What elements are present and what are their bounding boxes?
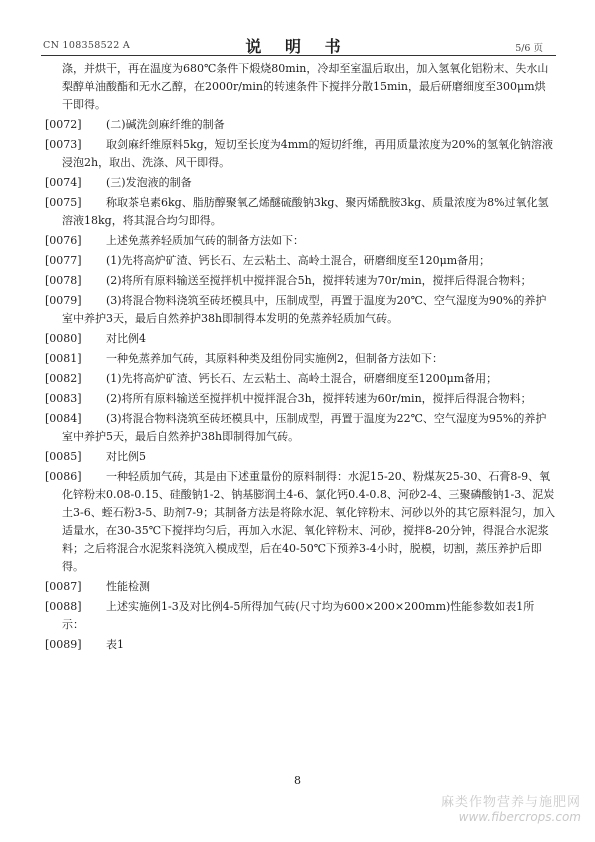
paragraph-text: 一种免蒸养加气砖，其原料种类及组份同实施例2，但制备方法如下： (106, 352, 443, 365)
paragraph-number: [0077] (45, 254, 82, 267)
page-number: 8 (294, 774, 301, 787)
paragraph (45, 194, 556, 230)
paragraph-text: 对比例5 (106, 450, 146, 463)
document-title: 说 明 书 (245, 37, 350, 56)
paragraph-number: [0074] (45, 176, 82, 189)
paragraph-number: [0075] (45, 196, 82, 209)
document-body (45, 60, 556, 656)
paragraph (45, 370, 556, 388)
paragraph (45, 252, 556, 270)
paragraph-number: [0078] (45, 274, 82, 287)
paragraph-number: [0076] (45, 234, 82, 247)
paragraph (45, 598, 556, 634)
paragraph (45, 410, 556, 446)
watermark (441, 791, 581, 824)
paragraph-text: (三)发泡液的制备 (106, 176, 192, 189)
continuation-paragraph: 涤，并烘干，再在温度为680℃条件下煅烧80min，冷却至室温后取出，加入氢氧化铝粉末、失水山梨醇单油酸酯和无水乙醇，在2000r/min的转速条件下搅拌分散15min，最后研磨细度至300μm烘干即得。 (62, 62, 549, 111)
paragraph-number: [0079] (45, 294, 82, 307)
paragraph-text: (1)先将高炉矿渣、钙长石、左云粘土、高岭土混合，研磨细度至1200μm备用； (106, 372, 498, 385)
watermark-title: 麻类作物营养与施肥网 (440, 795, 581, 810)
paragraph-number: [0081] (45, 352, 82, 365)
paragraph-text: (2)将所有原料输送至搅拌机中搅拌混合3h，搅拌转速为60r/min，搅拌后得混合物料； (106, 392, 532, 405)
paragraph (45, 468, 556, 576)
paragraph-number: [0087] (45, 580, 82, 593)
watermark-url: www.fibercrops.com (458, 810, 581, 824)
header-rule (41, 55, 556, 56)
paragraph (45, 174, 556, 192)
paragraph (45, 636, 556, 654)
paragraph (45, 350, 556, 368)
paragraph-text: 一种轻质加气砖，其是由下述重量份的原料制得：水泥15-20、粉煤灰25-30、石膏8-9、氧化锌粉末0.08-0.15、硅酸钠1-2、钠基膨润土4-6、氯化钙0.4-0.8、河砂2-4、三聚磷酸钠1-3、泥炭土3-6、蛭石粉3-5、助剂7-9；其制备方法是将除水泥、氧化锌粉末、河砂以外的其它原料混匀，加入适量水，在30-35℃下搅拌均匀后，再加入水泥、氧化锌粉末、河砂，搅拌8-20分钟，得混合水泥浆料；之后将混合水泥浆料浇筑入模成型，后在40-50℃下预养3-4小时，脱模，切割，蒸压养护后即得。 (62, 470, 556, 573)
paragraph-number: [0086] (45, 470, 82, 483)
page-indicator: 5/6 页 (515, 43, 543, 54)
document-id: CN 108358522 A (43, 40, 131, 51)
paragraph-number: [0072] (45, 118, 82, 131)
paragraph-text: 称取茶皂素6kg、脂肪醇聚氧乙烯醚硫酸钠3kg、聚丙烯酰胺3kg、质量浓度为8%过氧化氢溶液18kg，将其混合均匀即得。 (62, 196, 549, 227)
paragraph-number: [0080] (45, 332, 82, 345)
paragraph-number: [0085] (45, 450, 82, 463)
page-header (0, 0, 595, 58)
paragraph-text: 性能检测 (106, 580, 150, 593)
paragraph (45, 272, 556, 290)
paragraph (45, 390, 556, 408)
paragraph (45, 136, 556, 172)
paragraph-text: (2)将所有原料输送至搅拌机中搅拌混合5h，搅拌转速为70r/min，搅拌后得混合物料； (106, 274, 532, 287)
paragraph-number: [0088] (45, 600, 82, 613)
paragraph (45, 330, 556, 348)
paragraph (45, 116, 556, 134)
paragraph-text: (3)将混合物料浇筑至砖坯模具中，压制成型，再置于温度为22℃、空气湿度为95%的养护室中养护5天，最后自然养护38h即制得加气砖。 (62, 412, 547, 443)
paragraph (45, 232, 556, 250)
paragraph-number: [0082] (45, 372, 82, 385)
paragraph-number: [0073] (45, 138, 82, 151)
paragraph-text: 上述免蒸养轻质加气砖的制备方法如下： (106, 234, 304, 247)
paragraph-number: [0089] (45, 638, 82, 651)
paragraph (45, 292, 556, 328)
paragraph-number: [0084] (45, 412, 82, 425)
paragraph (45, 578, 556, 596)
paragraph (45, 448, 556, 466)
paragraph-text: (二)碱洗剑麻纤维的制备 (106, 118, 225, 131)
paragraph-text: 对比例4 (106, 332, 146, 345)
paragraph-text: 表1 (106, 638, 124, 651)
paragraph-text: 上述实施例1-3及对比例4-5所得加气砖(尺寸均为600×200×200mm)性能参数如表1所示： (62, 600, 535, 631)
paragraph-text: (3)将混合物料浇筑至砖坯模具中，压制成型，再置于温度为20℃、空气湿度为90%的养护室中养护3天，最后自然养护38h即制得本发明的免蒸养轻质加气砖。 (62, 294, 547, 325)
paragraph-text: 取剑麻纤维原料5kg，短切至长度为4mm的短切纤维，再用质量浓度为20%的氢氧化钠溶液浸泡2h，取出、洗涤、风干即得。 (62, 138, 554, 169)
paragraph-text: (1)先将高炉矿渣、钙长石、左云粘土、高岭土混合，研磨细度至120μm备用； (106, 254, 491, 267)
paragraph-number: [0083] (45, 392, 82, 405)
paragraph-list (45, 116, 556, 654)
